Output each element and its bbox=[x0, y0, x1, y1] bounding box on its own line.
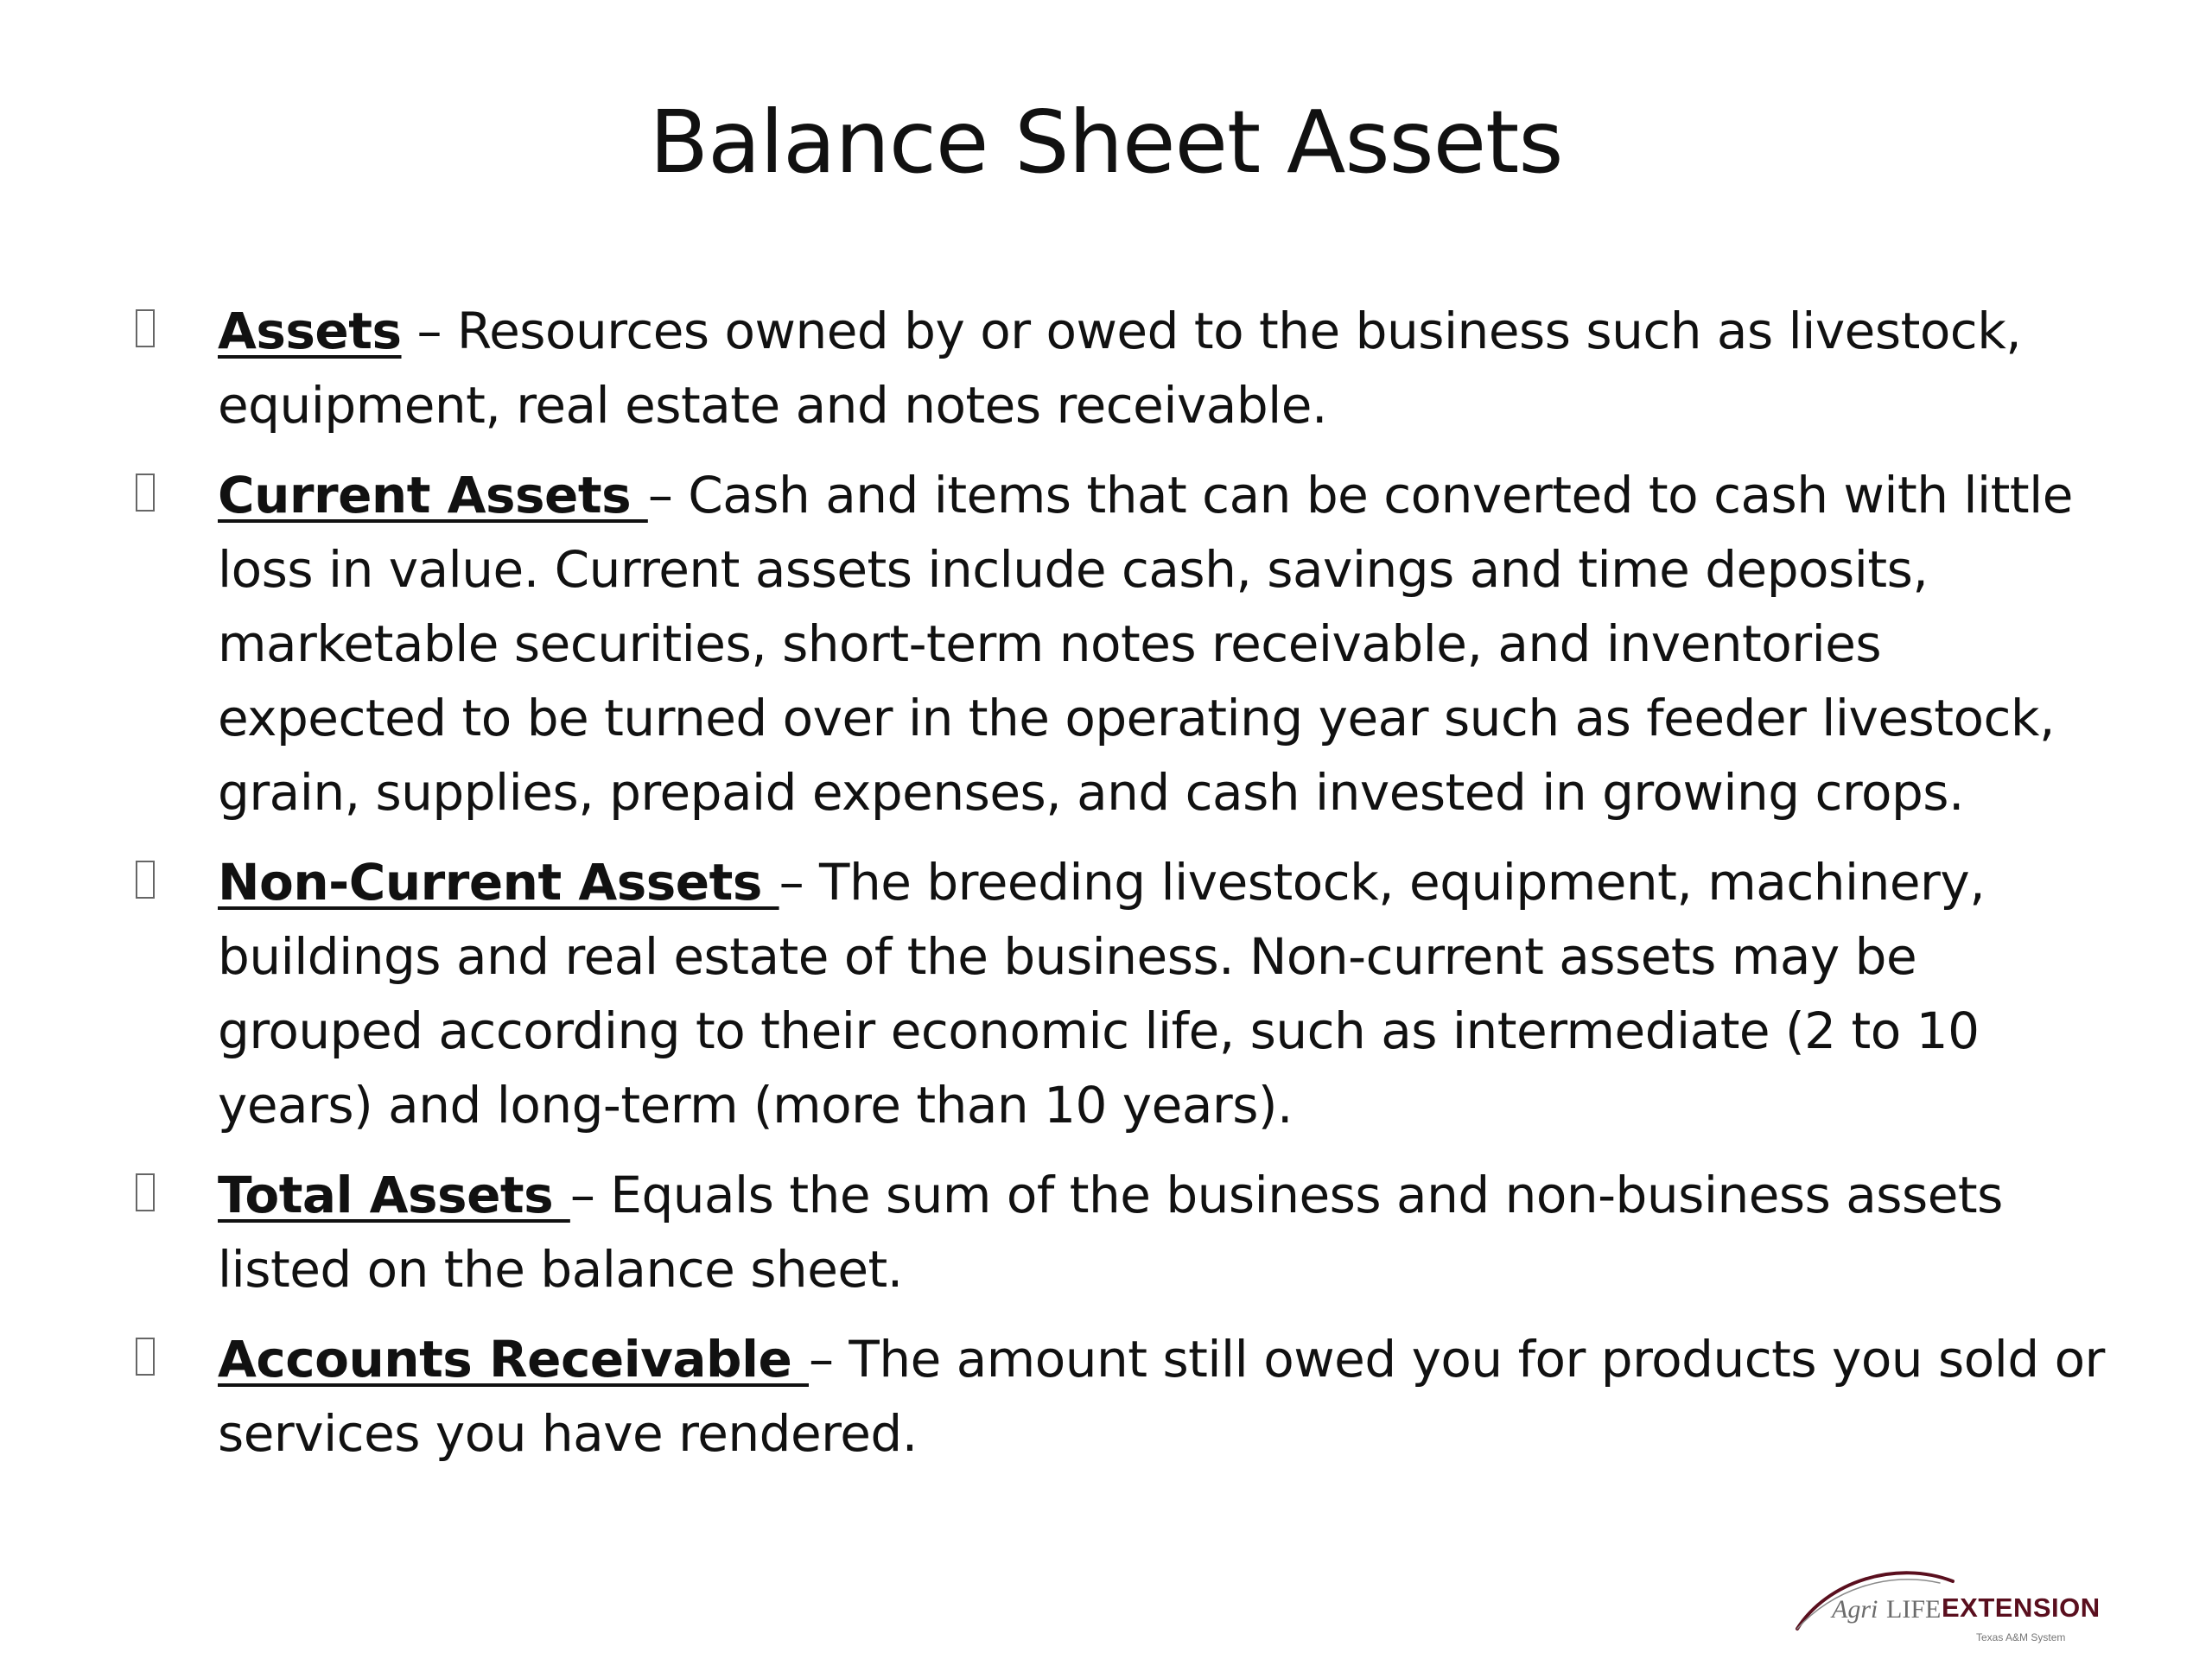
logo-system-text: Texas A&M System bbox=[1976, 1631, 2066, 1643]
bullet-text: – The breeding livestock, equipment, machinery, buildings and real estate of the business. Non-current assets may be grouped according to their economic life, such as intermediate (2 to 10 years) and long-term (more than 10 years). bbox=[218, 853, 1986, 1135]
bullet-accounts-receivable bbox=[218, 1322, 2110, 1471]
bullet-marker-icon bbox=[136, 1173, 155, 1211]
bullet-text: – The amount still owed you for products you sold or services you have rendered. bbox=[218, 1330, 2105, 1463]
bullet-current-assets bbox=[218, 458, 2110, 830]
bullet-text: – Resources owned by or owed to the business such as livestock, equipment, real estate and notes receivable. bbox=[218, 302, 2022, 435]
logo-life-text: LIFE bbox=[1886, 1595, 1942, 1624]
bullet-marker-icon bbox=[136, 309, 155, 347]
bullet-non-current-assets bbox=[218, 845, 2110, 1142]
slide-title: Balance Sheet Assets bbox=[649, 92, 1563, 193]
bullet-term: Accounts Receivable bbox=[218, 1330, 809, 1389]
logo-agri-text: Agri bbox=[1832, 1595, 1878, 1624]
agrilife-extension-logo bbox=[1793, 1564, 2101, 1646]
bullet-marker-icon bbox=[136, 861, 155, 899]
bullet-term: Assets bbox=[218, 302, 402, 360]
bullet-list bbox=[218, 294, 2110, 1486]
bullet-assets bbox=[218, 294, 2110, 442]
bullet-term: Total Assets bbox=[218, 1166, 570, 1224]
bullet-term: Current Assets bbox=[218, 466, 648, 524]
bullet-text: – Equals the sum of the business and non-business assets listed on the balance sheet. bbox=[218, 1166, 2003, 1299]
bullet-marker-icon bbox=[136, 1338, 155, 1376]
bullet-term: Non-Current Assets bbox=[218, 853, 779, 912]
logo-extension-text: EXTENSION bbox=[1942, 1592, 2101, 1623]
bullet-marker-icon bbox=[136, 474, 155, 512]
bullet-total-assets bbox=[218, 1158, 2110, 1306]
bullet-text: – Cash and items that can be converted to cash with little loss in value. Current assets include cash, savings and time deposits, marketable securities, short-term notes receivable, and inventories expected to be turned over in the operating year such as feeder livestock, grain, supplies, prepaid expenses, and cash invested in growing crops. bbox=[218, 466, 2073, 822]
